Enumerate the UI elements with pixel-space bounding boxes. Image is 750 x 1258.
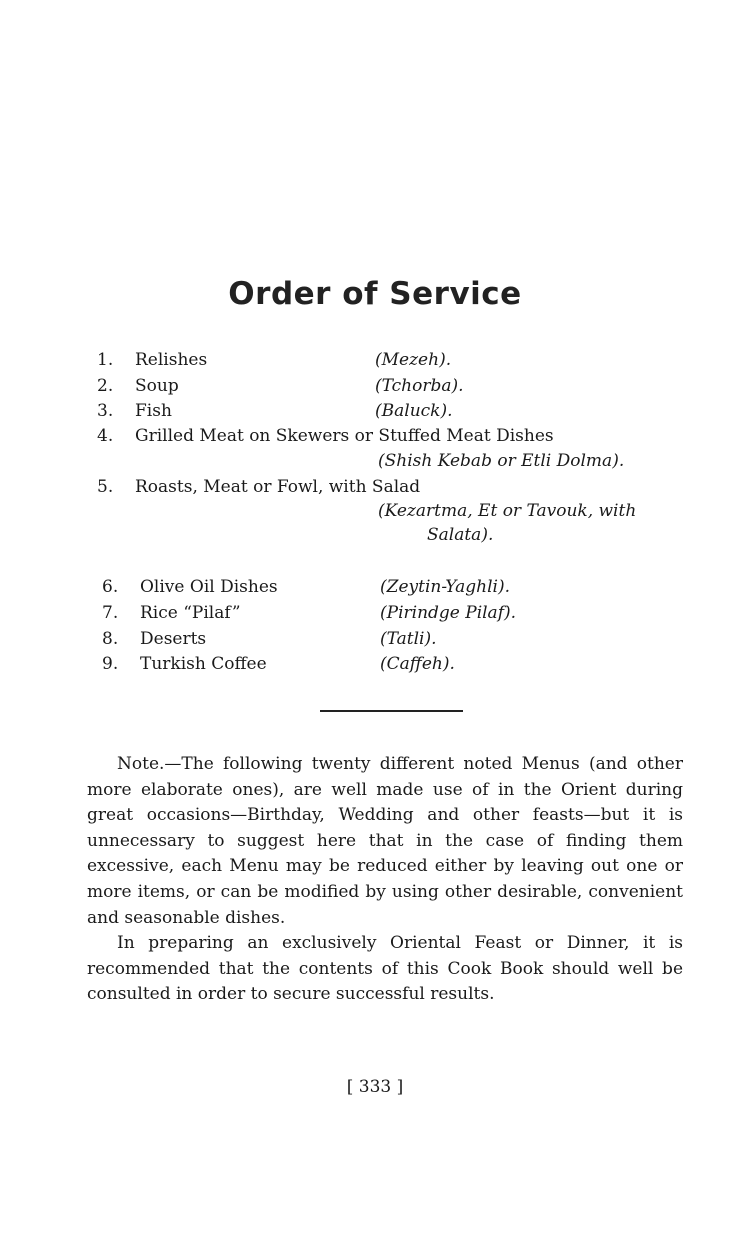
list-item-continuation [0, 525, 750, 551]
list-item [0, 350, 750, 376]
list-item [0, 376, 750, 402]
dish-translation: (Tatli). [380, 629, 437, 649]
item-number: 5. [97, 477, 114, 497]
dish-name: Rice “Pilaf” [140, 603, 241, 623]
item-number: 2. [97, 376, 114, 396]
list-item-continuation [0, 451, 750, 477]
dish-translation: (Tchorba). [375, 376, 464, 396]
item-number: 3. [97, 401, 114, 421]
item-number: 9. [102, 654, 119, 674]
list-item-continuation [0, 501, 750, 527]
dish-name: Relishes [135, 350, 208, 370]
page-number: [ 333 ] [346, 1077, 404, 1097]
dish-translation: (Kezartma, Et or Tavouk, with [378, 501, 637, 521]
dish-name: Fish [135, 401, 172, 421]
dish-translation: (Caffeh). [380, 654, 455, 674]
note-paragraph: In preparing an exclusively Oriental Feast or Dinner, it is recommended that the contents of this Cook Book should well be consulted in order to secure successful results. [87, 933, 683, 1005]
note-paragraph: Note.—The following twenty different noted Menus (and other more elaborate ones), are well made use of in the Orient during great occasions—Birthday, Wedding and other feasts—but it is unnecessary to suggest here that in the case of finding them excessive, each Menu may be reduced either by leaving out one or more items, or can be modified by using other desirable, convenient and seasonable dishes. [87, 754, 683, 928]
item-number: 6. [102, 577, 119, 597]
dish-name: Deserts [140, 629, 207, 649]
dish-translation: (Zeytin-Yaghli). [380, 577, 510, 597]
item-number: 7. [102, 603, 119, 623]
item-number: 1. [97, 350, 114, 370]
item-number: 8. [102, 629, 119, 649]
dish-name: Olive Oil Dishes [140, 577, 278, 597]
list-item [0, 426, 750, 452]
item-number: 4. [97, 426, 114, 446]
list-item [0, 603, 750, 629]
dish-translation: (Baluck). [375, 401, 453, 421]
dish-translation: (Shish Kebab or Etli Dolma). [378, 451, 625, 471]
page-title: Order of Service [228, 276, 522, 312]
dish-translation: (Mezeh). [375, 350, 452, 370]
dish-name: Soup [135, 376, 179, 396]
dish-name: Turkish Coffee [140, 654, 267, 674]
note-section [87, 752, 683, 1008]
list-item [0, 477, 750, 503]
dish-translation: (Pirindge Pilaf). [380, 603, 517, 623]
list-item [0, 401, 750, 427]
list-item [0, 577, 750, 603]
dish-name: Grilled Meat on Skewers or Stuffed Meat Dishes [135, 426, 554, 446]
list-item [0, 654, 750, 680]
list-item [0, 629, 750, 655]
dish-translation-continued: Salata). [427, 525, 494, 545]
dish-name: Roasts, Meat or Fowl, with Salad [135, 477, 421, 497]
section-divider [320, 710, 463, 712]
